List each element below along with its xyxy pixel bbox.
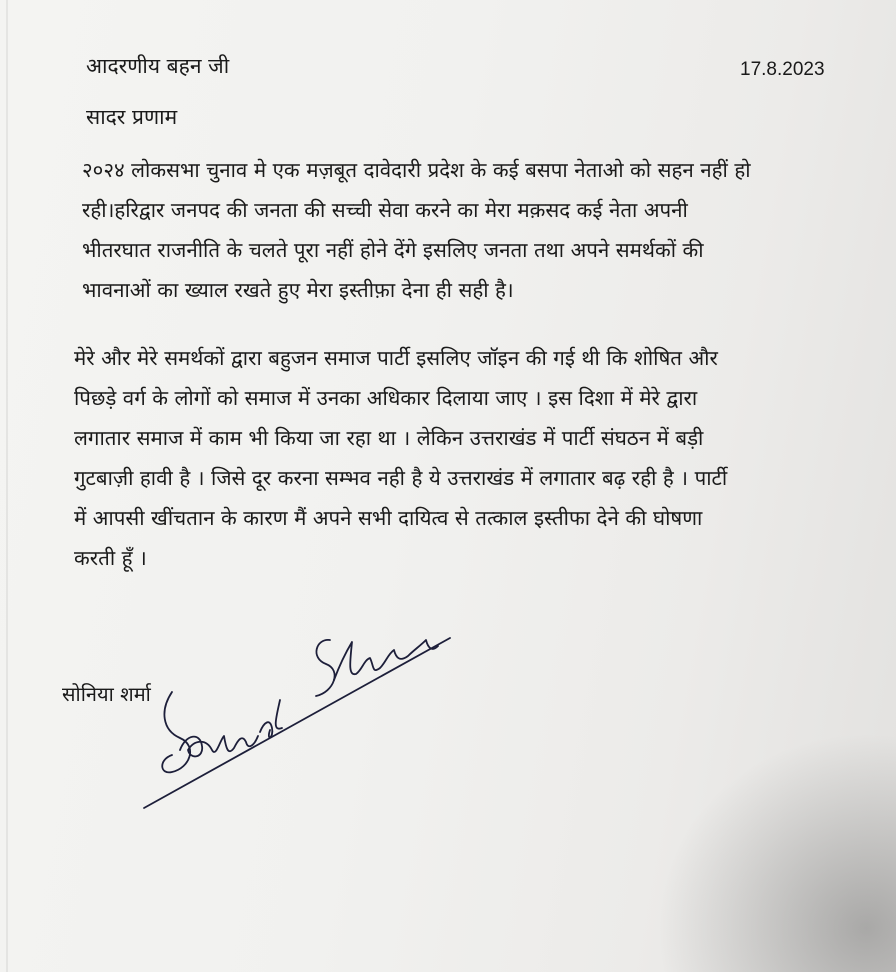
paragraph-line: मेरे और मेरे समर्थकों द्वारा बहुजन समाज पार्टी इसलिए जॉइन की गई थी कि शोषित और <box>74 346 718 370</box>
photo-shadow <box>656 732 896 972</box>
paragraph-line: लगातार समाज में काम भी किया जा रहा था । लेकिन उत्तराखंड में पार्टी संघठन में बड़ी <box>74 426 704 450</box>
salutation: आदरणीय बहन जी <box>86 54 230 78</box>
paragraph-line: रही।हरिद्वार जनपद की जनता की सच्ची सेवा करने का मेरा मक़सद कई नेता अपनी <box>82 198 688 222</box>
paragraph-line: करती हूँ । <box>74 546 147 570</box>
letter-date: 17.8.2023 <box>740 59 825 80</box>
paragraph-line: गुटबाज़ी हावी है । जिसे दूर करना सम्भव नही है ये उत्तराखंड में लगातार बढ़ रही है । पार्टी <box>74 466 728 490</box>
paragraph-line: में आपसी खींचतान के कारण मैं अपने सभी दायित्व से तत्काल इस्तीफा देने की घोषणा <box>74 506 703 530</box>
signatory-name: सोनिया शर्मा <box>62 682 151 706</box>
paragraph-line: भावनाओं का ख्याल रखते हुए मेरा इस्तीफ़ा देना ही सही है। <box>82 278 514 302</box>
paragraph-2 <box>74 338 886 578</box>
greeting: सादर प्रणाम <box>86 105 178 129</box>
paragraph-line: २०२४ लोकसभा चुनाव मे एक मज़बूत दावेदारी प्रदेश के कई बसपा नेताओ को सहन नहीं हो <box>82 158 751 182</box>
handwritten-signature <box>120 600 460 820</box>
paper-edge <box>6 0 8 972</box>
paragraph-line: पिछड़े वर्ग के लोगों को समाज में उनका अधिकार दिलाया जाए । इस दिशा में मेरे द्वारा <box>74 386 698 410</box>
paragraph-line: भीतरघात राजनीति के चलते पूरा नहीं होने देंगे इसलिए जनता तथा अपने समर्थकों की <box>82 238 704 262</box>
paragraph-1 <box>82 150 872 310</box>
